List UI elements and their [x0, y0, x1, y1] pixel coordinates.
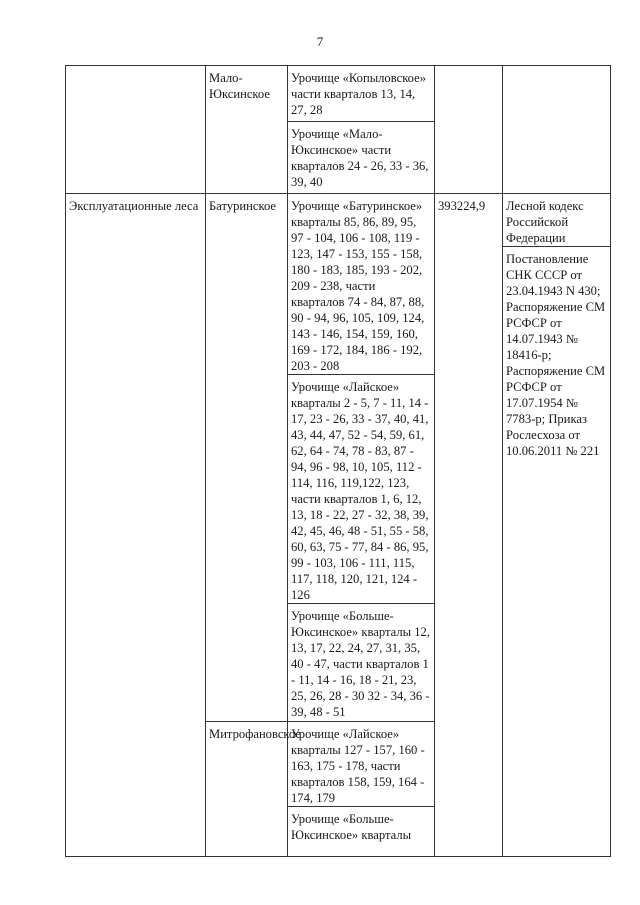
tract-cell — [288, 375, 435, 604]
tract-cell — [288, 122, 435, 194]
tract-text: Урочище «Больше-Юксинское» кварталы 12, 13, 17, 22, 24, 27, 31, 35, 40 - 47, части кварталов 1 - 11, 14 - 16, 18 - 21, 23, 25, 26, 28 - 30 32 - 34, 36 - 39, 48 - 51 — [291, 609, 430, 719]
document-text: Лесной кодекс Российской Федерации — [506, 199, 584, 245]
tract-cell — [288, 604, 435, 722]
tract-text: Урочище «Лайское» кварталы 127 - 157, 160 - 163, 175 - 178, части кварталов 158, 159, 164 - 174, 179 — [291, 727, 425, 805]
category-cell — [66, 66, 206, 194]
document-cell — [503, 194, 611, 247]
tract-cell — [288, 722, 435, 807]
tract-cell — [288, 66, 435, 122]
document-cell — [503, 247, 611, 857]
forest-table — [65, 65, 611, 857]
forestry-cell — [206, 66, 288, 194]
tract-cell — [288, 807, 435, 857]
forestry-text: Батуринское — [209, 199, 277, 213]
document-text: Постановление СНК СССР от 23.04.1943 N 430; Распоряжение СМ РСФСР от 14.07.1943 № 18416-р; Распоряжение СМ РСФСР от 17.07.1954 № 7783-р; Приказ Рослесхоза от 10.06.2011 № 221 — [506, 252, 606, 458]
forestry-cell — [206, 194, 288, 722]
page-number: 7 — [316, 34, 324, 49]
area-cell — [435, 194, 503, 857]
forestry-text: Мало-Юксинское — [209, 71, 270, 101]
tract-text: Урочище «Копыловское» части кварталов 13, 14, 27, 28 — [291, 71, 427, 117]
area-value: 393224,9 — [438, 199, 486, 213]
category-cell — [66, 194, 206, 857]
tract-text: Урочище «Батуринское» кварталы 85, 86, 89, 95, 97 - 104, 106 - 108, 119 - 123, 147 - 153, 155 - 158, 180 - 183, 185, 193 - 202, 209 - 238, части кварталов 74 - 84, 87, 88, 90 - 94, 96, 105, 109, 124, 143 - 146, 154, 159, 160, 169 - 172, 184, 186 - 192, 203 - 208 — [291, 199, 425, 373]
tract-cell — [288, 194, 435, 375]
forestry-text: Митрофановское — [209, 727, 301, 741]
tract-text: Урочище «Мало-Юксинское» части кварталов 24 - 26, 33 - 36, 39, 40 — [291, 127, 429, 189]
category-text: Эксплуатационные леса — [69, 199, 199, 213]
area-cell — [435, 66, 503, 194]
tract-text: Урочище «Лайское» кварталы 2 - 5, 7 - 11, 14 - 17, 23 - 26, 33 - 37, 40, 41, 43, 44, 47, 52 - 54, 59, 61, 62, 64 - 74, 78 - 83, 87 - 94, 96 - 98, 10, 105, 112 - 114, 116, 119,122, 123, части кварталов 1, 6, 12, 13, 18 - 22, 27 - 32, 38, 39, 42, 45, 46, 48 - 51, 55 - 58, 60, 63, 75 - 77, 84 - 86, 95, 99 - 103, 106 - 111, 115, 117, 118, 120, 121, 124 - 126 — [291, 380, 429, 602]
tract-text: Урочище «Больше-Юксинское» кварталы — [291, 812, 412, 842]
document-cell — [503, 66, 611, 194]
forestry-cell — [206, 722, 301, 857]
